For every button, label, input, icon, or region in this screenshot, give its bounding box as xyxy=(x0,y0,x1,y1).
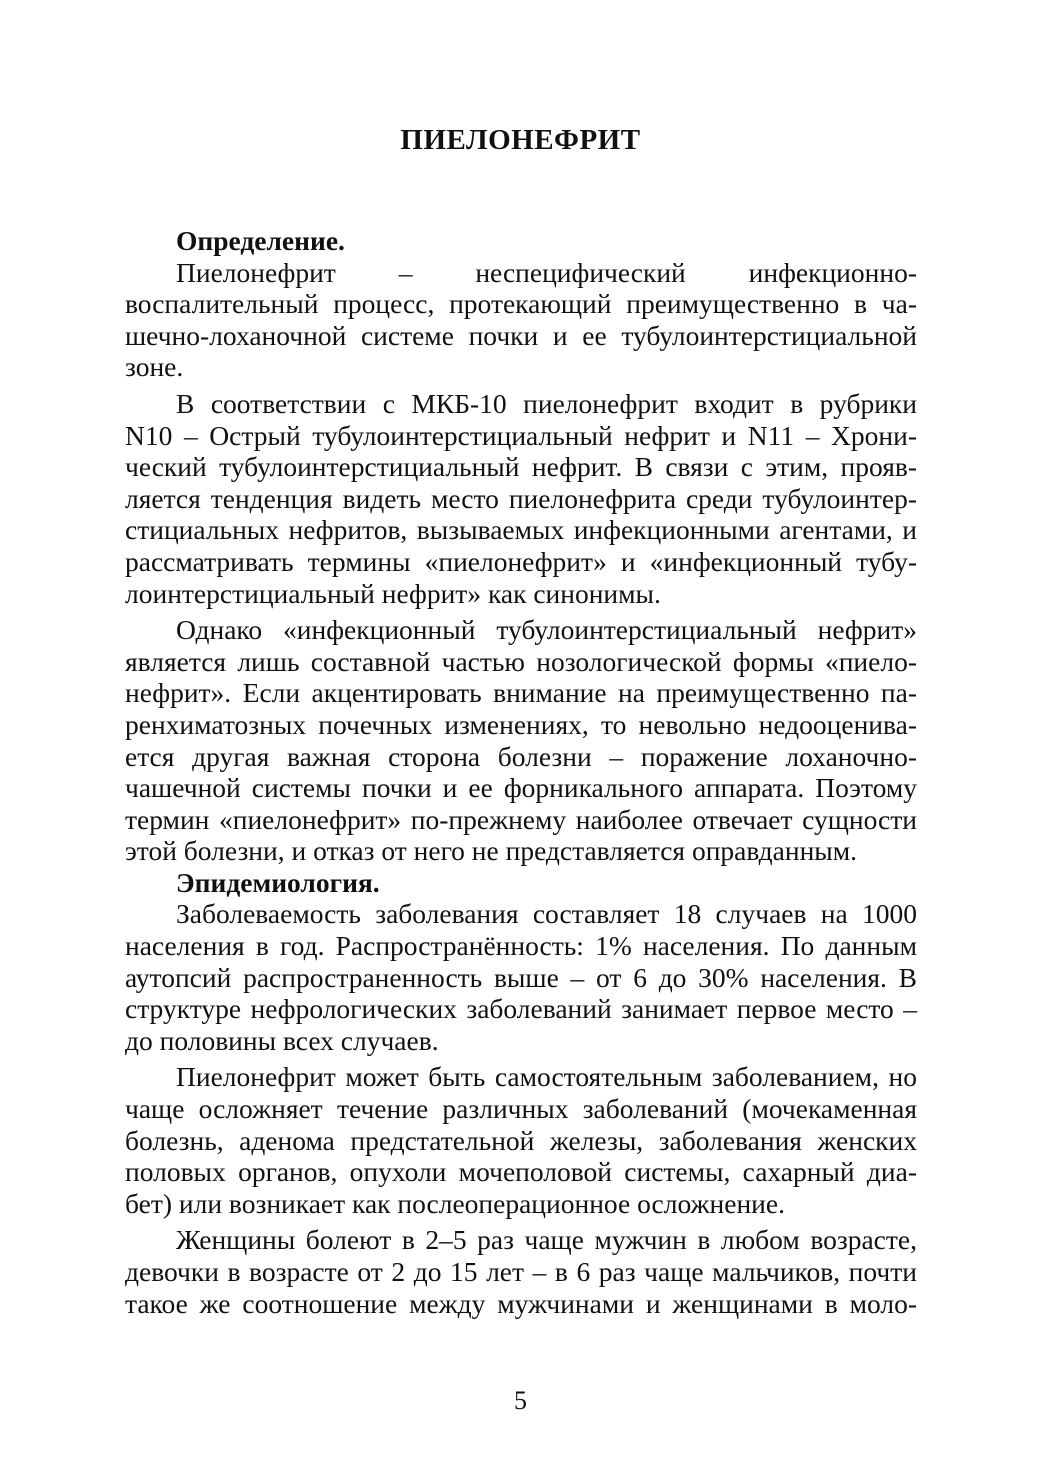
text-line: Пиелонефрит – неспецифический инфекционно- xyxy=(176,256,917,288)
text-line: ляется тенденция видеть место пиелонефрита среди тубулоинтер- xyxy=(125,482,917,514)
text-line: воспалительный процесс, протекающий преимущественно в ча- xyxy=(125,288,917,320)
section-heading-epidemiology: Эпидемиология. xyxy=(176,866,380,898)
text-line: термин «пиелонефрит» по-прежнему наиболее отвечает сущности xyxy=(125,803,917,835)
text-line: ется другая важная сторона болезни – поражение лоханочно- xyxy=(125,740,917,772)
text-line: шечно-лоханочной системе почки и ее тубулоинтерстициальной xyxy=(125,319,917,351)
text-line: чаще осложняет течение различных заболеваний (мочекаменная xyxy=(125,1093,917,1125)
text-line: является лишь составной частью нозологической формы «пиело- xyxy=(125,645,917,677)
text-line: Пиелонефрит может быть самостоятельным заболеванием, но xyxy=(176,1061,917,1093)
text-line: бет) или возникает как послеоперационное осложнение. xyxy=(125,1187,785,1219)
text-line: девочки в возрасте от 2 до 15 лет – в 6 раз чаще мальчиков, почти xyxy=(125,1256,917,1287)
text-line: лоинтерстициальный нефрит» как синонимы. xyxy=(125,577,661,609)
page-number: 5 xyxy=(514,1386,527,1415)
text-line: ческий тубулоинтерстициальный нефрит. В связи с этим, прояв- xyxy=(125,451,917,483)
text-line: N10 – Острый тубулоинтерстициальный нефрит и N11 – Хрони- xyxy=(125,419,917,451)
text-line: аутопсий распространенность выше – от 6 до 30% населения. В xyxy=(125,961,917,993)
text-line: такое же соотношение между мужчинами и женщинами в моло- xyxy=(125,1287,917,1319)
text-line: структуре нефрологических заболеваний занимает первое место – xyxy=(125,993,917,1025)
text-line: ренхиматозных почечных изменениях, то невольно недооценива- xyxy=(125,708,917,740)
text-line: населения в год. Распространённость: 1% населения. По данным xyxy=(125,930,917,962)
text-line: этой болезни, и отказ от него не представляется оправданным. xyxy=(125,835,858,867)
text-line: зоне. xyxy=(125,351,184,383)
text-line: чашечной системы почки и ее форникального аппарата. Поэтому xyxy=(125,772,917,804)
text-line: Однако «инфекционный тубулоинтерстициальный нефрит» xyxy=(176,614,917,646)
text-line: до половины всех случаев. xyxy=(125,1024,439,1056)
section-heading-definition: Определение. xyxy=(176,225,345,256)
text-line: рассматривать термины «пиелонефрит» и «инфекционный тубу- xyxy=(125,545,917,577)
text-line: Заболеваемость заболевания составляет 18 случаев на 1000 xyxy=(176,898,917,930)
body-text xyxy=(125,225,917,1319)
text-line: болезнь, аденома предстательной железы, заболевания женских xyxy=(125,1124,917,1156)
text-line: нефрит». Если акцентировать внимание на преимущественно па- xyxy=(125,677,917,709)
text-line: Женщины болеют в 2–5 раз чаще мужчин в любом возрасте, xyxy=(176,1224,917,1256)
page-title: ПИЕЛОНЕФРИТ xyxy=(400,124,641,156)
text-line: В соответствии с МКБ-10 пиелонефрит входит в рубрики xyxy=(176,387,917,419)
text-line: стициальных нефритов, вызываемых инфекционными агентами, и xyxy=(125,514,917,546)
text-line: половых органов, опухоли мочеполовой системы, сахарный диа- xyxy=(125,1156,917,1188)
